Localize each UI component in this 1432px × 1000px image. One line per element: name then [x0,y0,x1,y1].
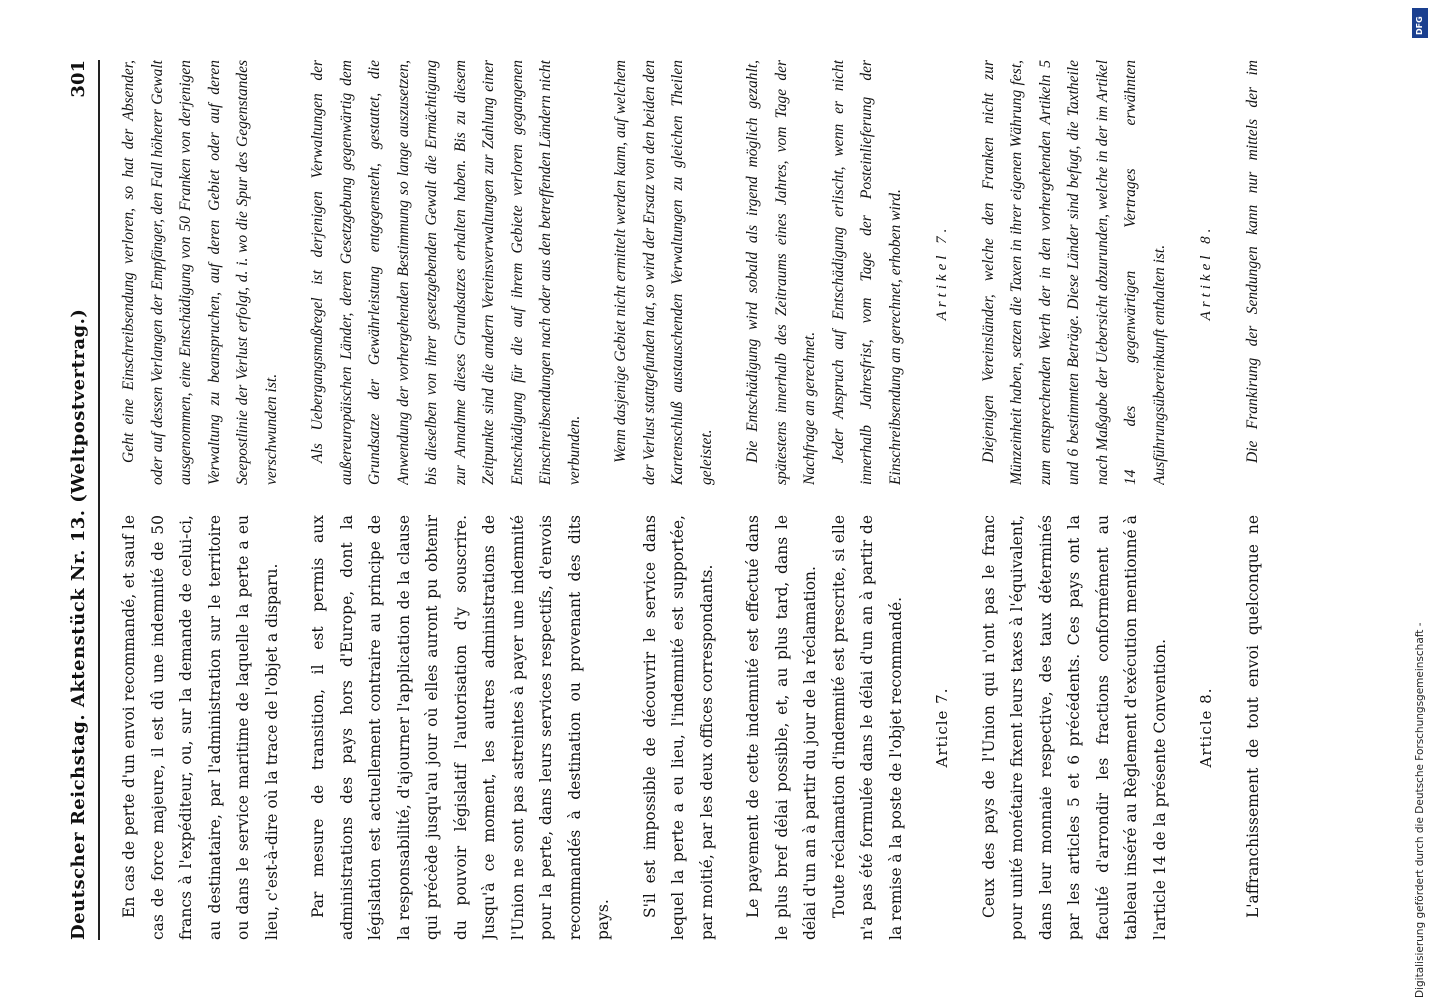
header-rule [98,60,100,940]
french-paragraph: Toute réclamation d'indemnité est prescrite, si elle n'a pas été formulée dans le délai d'un an à partir de la remise à la poste de l'objet recommandé. [829,515,905,940]
french-paragraph: En cas de perte d'un envoi recommandé, et sauf le cas de force majeure, il est dû une indemnité de 50 francs à l'expéditeur, ou, sur la demande de celui-ci, au destinataire, par l'administration sur le territoire ou dans le service maritime de laquelle la perte a eu lieu, c'est-à-dire où la trace de l'objet a disparu. [120,515,281,940]
article-8-heading-fr: Article 8. [1197,687,1215,768]
french-column [115,515,1265,940]
page-header [60,60,100,940]
german-paragraph: Geht eine Einschreibsendung verloren, so hat der Absender, oder auf dessen Verlangen der Empfänger, den Fall höherer Gewalt ausgenommen, eine Entschädigung von 50 Franken von derjenigen Verwaltung zu beanspruchen, auf deren Gebiet oder auf deren Seepostlinie der Verlust erfolgt, d. i. wo die Spur des Gegenstandes verschwunden ist. [120,60,280,485]
french-paragraph: S'il est impossible de découvrir le service dans lequel la perte a eu lieu, l'indemnité est supportée, par moitié, par les deux offices correspondants. [640,515,716,940]
article-8-heading-de: Artikel 8. [1198,224,1214,321]
german-paragraph: Die Entschädigung wird sobald als irgend möglich gezahlt, spätestens innerhalb des Zeitraums eines Jahres, vom Tage der Nachfrage an gerechnet. [744,60,818,485]
german-paragraph: Als Uebergangsmaßregel ist derjenigen Verwaltungen der außereuropäischen Länder, deren Gesetzgebung gegenwärtig dem Grundsatze der Gewährleistung entgegensteht, gestattet, die Anwendung der vorhergehenden Bestimmung so lange auszusetzen, bis dieselben von ihrer gesetzgebenden Gewalt die Ermächtigung zur Annahme dieses Grundsatzes erhalten haben. Bis zu diesem Zeitpunkte sind die andern Vereinsverwaltungen zur Zahlung einer Entschädigung für die auf ihrem Gebiete verloren gegangenen Einschreibsendungen nach oder aus den betreffenden Ländern nicht verbunden. [309,60,583,485]
digitization-note [1396,8,1432,998]
running-head: Deutscher Reichstag. Aktenstück Nr. 13. (Weltpostvertrag.) [68,308,89,940]
french-paragraph: L'affranchissement de tout envoi quelconque ne [1243,515,1262,918]
article-7-heading-fr: Article 7. [933,687,951,768]
french-paragraph: Par mesure de transition, il est permis aux administrations des pays hors d'Europe, dont la législation est actuellement contraire au principe de la responsabilité, d'ajourner l'application de la clause qui précède jusqu'au jour où elles auront pu obtenir du pouvoir législatif l'autorisation d'y souscrire. Jusqu'à ce moment, les autres administrations de l'Union ne sont pas astreintes à payer une indemnité pour la perte, dans leurs services respectifs, d'envois recommandés à destination ou provenant des dits pays. [309,515,612,940]
french-paragraph: Ceux des pays de l'Union qui n'ont pas le franc pour unité monétaire fixent leurs taxes à l'équivalent, dans leur monnaie respective, des taux déterminés par les articles 5 et 6 précédents. Ces pays ont la faculté d'arrondir les fractions conformément au tableau inséré au Règlement d'exécution mentionné à l'article 14 de la présente Convention. [979,515,1169,940]
german-paragraph: Wenn dasjenige Gebiet nicht ermittelt werden kann, auf welchem der Verlust stattgefunden hat, so wird der Ersatz von den beiden den Kartenschluß austauschenden Verwaltungen zu gleichen Theilen geleistet. [612,60,715,485]
dfg-logo [1412,8,1428,38]
page-number: 301 [68,60,89,98]
german-column [115,60,1265,485]
german-paragraph: Die Frankirung der Sendungen kann nur mittels der im [1243,60,1261,463]
french-paragraph: Le payement de cette indemnité est effectué dans le plus bref délai possible, et, au plus tard, dans le délai d'un an à partir du jour de la réclamation. [744,515,819,940]
dfg-logo-text: DFG [1415,16,1424,35]
article-7-heading-de: Artikel 7. [934,224,950,321]
digitization-text: Digitalisierung gefördert durch die Deutsche Forschungsgemeinschaft - [1414,622,1426,998]
german-paragraph: Jeder Anspruch auf Entschädigung erlischt, wenn er nicht innerhalb Jahresfrist, vom Tage der Posteinlieferung der Einschreibsendung an gerechnet, erhoben wird. [829,60,904,485]
german-paragraph: Diejenigen Vereinsländer, welche den Franken nicht zur Münzeinheit haben, setzen die Taxen in ihrer eigenen Währung fest, zum entsprechenden Werth der in den vorhergehenden Artikeln 5 und 6 bestimmten Beträge. Diese Länder sind befugt, die Taxtheile nach Maßgabe der Uebersicht abzurunden, welche in der im Artikel 14 des gegenwärtigen Vertrages erwähnten Ausführungsübereinkunft enthalten ist. [979,60,1168,485]
